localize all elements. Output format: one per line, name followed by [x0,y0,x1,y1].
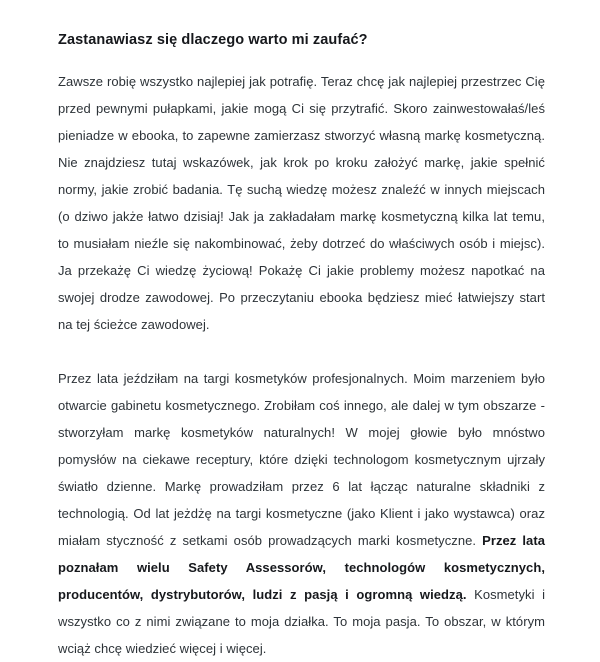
paragraph-biography-text-part-1: Przez lata jeździłam na targi kosmetyków profesjonalnych. Moim marzeniem było otwarcie gabinetu kosmetycznego. Zrobiłam coś innego, ale dalej w tym obszarze - stworzyłam markę kosmetyków naturalnych! W mojej głowie było mnóstwo pomysłów na ciekawe receptury, które dzięki technologom kosmetycznym ujrzały światło dzienne. Markę prowadziłam przez 6 lat łącząc naturalne składniki z technologią. Od lat jeżdżę na targi kosmetyczne (jako Klient i jako wystawca) oraz miałam styczność z setkami osób prowadzących marki kosmetyczne. [58,371,545,548]
paragraph-biography-text-part-2: Kosmetyki i wszystko co z nimi związane to moja działka. To moja pasja. To obszar, w którym wciąż chcę wiedzieć więcej i więcej. [58,587,546,656]
page-title: Zastanawiasz się dlaczego warto mi zaufać? [58,32,368,48]
paragraph-biography-emphasis: Przez lata poznałam wielu Safety Assessorów, technologów kosmetycznych, producentów, dystrybutorów, ludzi z pasją i ogromną wiedzą. [58,533,545,602]
paragraph-biography [58,365,545,662]
paragraph-intro: Zawsze robię wszystko najlepiej jak potrafię. Teraz chcę jak najlepiej przestrzec Cię przed pewnymi pułapkami, jakie mogą Ci się przytrafić. Skoro zainwestowałaś/leś pieniadze w ebooka, to zapewne zamierzasz stworzyć własną markę kosmetyczną. Nie znajdziesz tutaj wskazówek, jak krok po kroku założyć markę, jakie spełnić normy, jakie zrobić badania. Tę suchą wiedzę możesz znaleźć w innych miejscach (o dziwo jakże łatwo dzisiaj! Jak ja zakładałam markę kosmetyczną kilka lat temu, to musiałam nieźle się nakombinować, żeby dotrzeć do właściwych osób i miejsc). Ja przekażę Ci wiedzę życiową! Pokażę Ci jakie problemy możesz napotkać na swojej drodze zawodowej. Po przeczytaniu ebooka będziesz mieć łatwiejszy start na tej ścieżce zawodowej. [58,74,545,332]
document-content [58,0,545,662]
